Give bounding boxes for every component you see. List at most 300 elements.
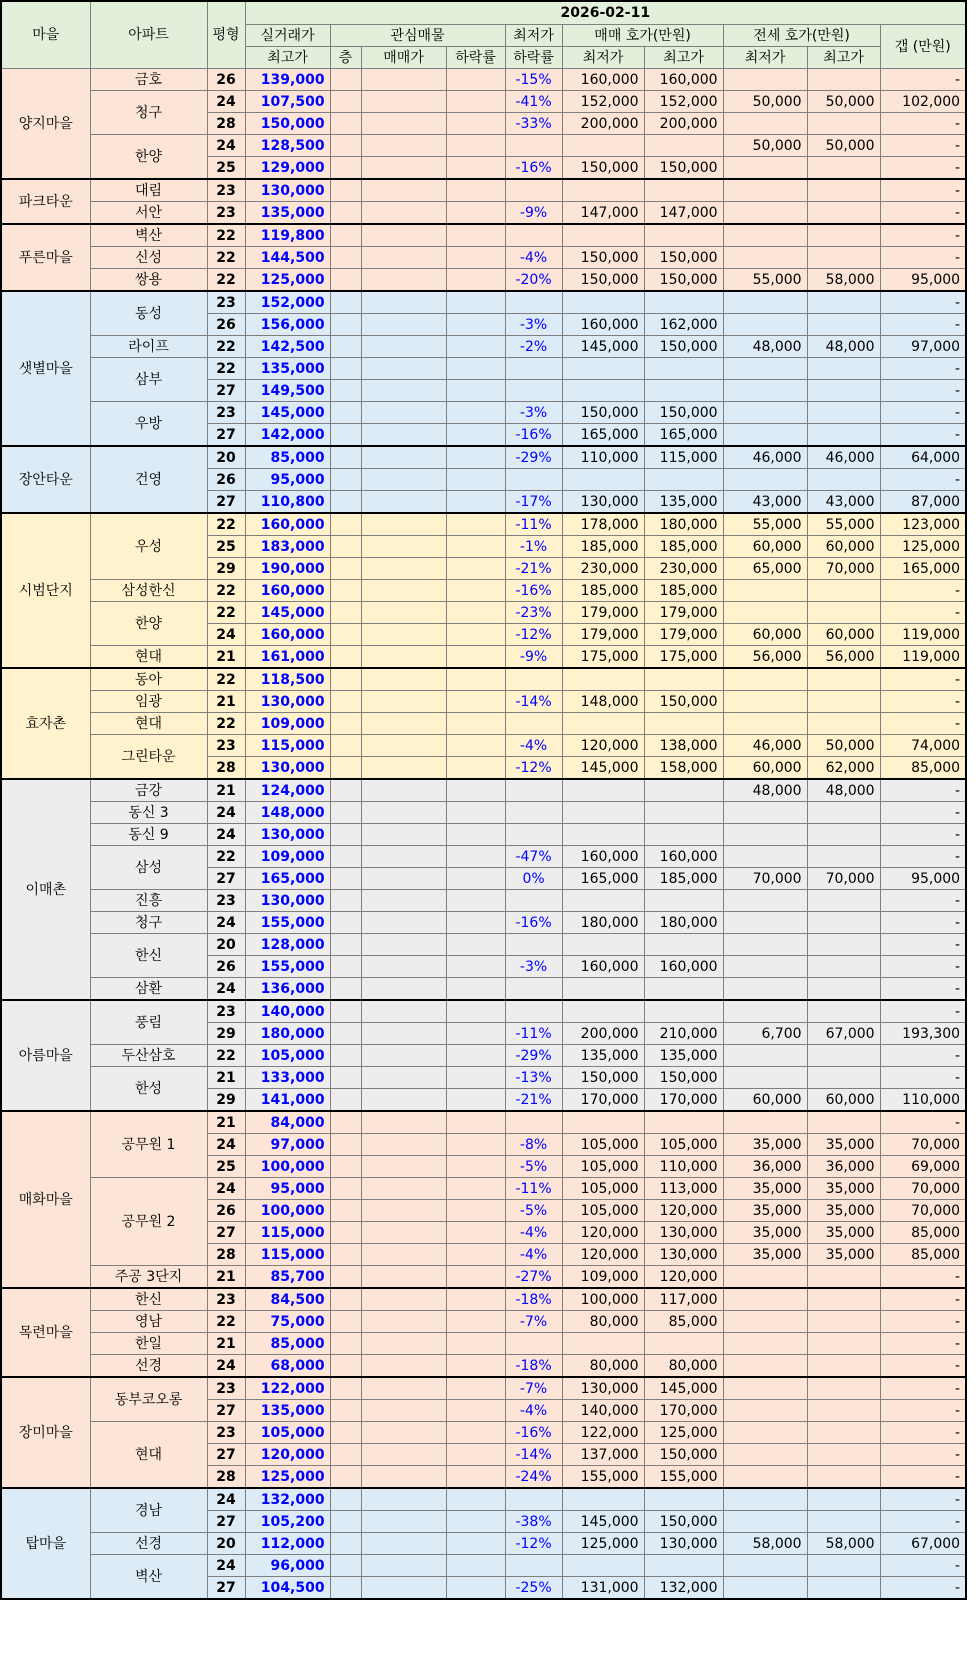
interest-price-cell [361, 1067, 446, 1089]
apartment-name: 진흥 [90, 890, 207, 912]
lowest-drop-cell: -24% [505, 1466, 562, 1489]
sale-min-cell [562, 1000, 644, 1023]
table-row [1, 135, 966, 157]
real-max-cell: 95,000 [245, 1178, 330, 1200]
table-row [1, 202, 966, 225]
interest-drop-cell [446, 1045, 505, 1067]
gap-cell: 102,000 [880, 91, 966, 113]
gap-cell: - [880, 469, 966, 491]
interest-floor-cell [330, 314, 361, 336]
table-row [1, 358, 966, 380]
interest-floor-cell [330, 1400, 361, 1422]
sale-max-cell: 117,000 [644, 1288, 723, 1311]
interest-floor-cell [330, 1266, 361, 1289]
lowest-drop-cell: -21% [505, 558, 562, 580]
jeonse-max-cell [807, 824, 880, 846]
interest-price-cell [361, 1134, 446, 1156]
jeonse-max-cell: 36,000 [807, 1156, 880, 1178]
header-interest-floor: 층 [330, 47, 361, 69]
size-cell: 24 [207, 1134, 245, 1156]
sale-max-cell: 185,000 [644, 868, 723, 890]
jeonse-min-cell: 35,000 [723, 1200, 807, 1222]
interest-price-cell [361, 380, 446, 402]
header-jeonse-quote: 전세 호가(만원) [723, 25, 880, 47]
size-cell: 27 [207, 491, 245, 514]
size-cell: 27 [207, 1511, 245, 1533]
jeonse-max-cell [807, 314, 880, 336]
size-cell: 27 [207, 1444, 245, 1466]
gap-cell: 95,000 [880, 269, 966, 292]
real-max-cell: 130,000 [245, 824, 330, 846]
interest-price-cell [361, 1222, 446, 1244]
jeonse-min-cell: 60,000 [723, 757, 807, 780]
sale-max-cell: 179,000 [644, 602, 723, 624]
jeonse-min-cell: 60,000 [723, 536, 807, 558]
size-cell: 27 [207, 1400, 245, 1422]
apartment-name: 벽산 [90, 224, 207, 247]
interest-price-cell [361, 1466, 446, 1489]
lowest-drop-cell: -13% [505, 1067, 562, 1089]
real-max-cell: 120,000 [245, 1444, 330, 1466]
sale-min-cell: 145,000 [562, 757, 644, 780]
jeonse-min-cell: 50,000 [723, 91, 807, 113]
interest-price-cell [361, 956, 446, 978]
jeonse-max-cell [807, 1067, 880, 1089]
interest-drop-cell [446, 446, 505, 469]
real-max-cell: 95,000 [245, 469, 330, 491]
interest-price-cell [361, 1311, 446, 1333]
sale-min-cell [562, 713, 644, 735]
sale-min-cell: 180,000 [562, 912, 644, 934]
gap-cell: - [880, 1488, 966, 1511]
table-row [1, 91, 966, 113]
interest-drop-cell [446, 380, 505, 402]
jeonse-max-cell [807, 668, 880, 691]
interest-price-cell [361, 1288, 446, 1311]
real-max-cell: 100,000 [245, 1200, 330, 1222]
sale-max-cell: 130,000 [644, 1533, 723, 1555]
interest-drop-cell [446, 291, 505, 314]
real-max-cell: 160,000 [245, 580, 330, 602]
size-cell: 20 [207, 934, 245, 956]
real-max-cell: 190,000 [245, 558, 330, 580]
table-row [1, 824, 966, 846]
table-row [1, 1355, 966, 1378]
interest-floor-cell [330, 113, 361, 135]
sale-max-cell: 152,000 [644, 91, 723, 113]
table-row [1, 1067, 966, 1089]
interest-drop-cell [446, 1422, 505, 1444]
jeonse-max-cell [807, 890, 880, 912]
jeonse-min-cell: 6,700 [723, 1023, 807, 1045]
real-max-cell: 155,000 [245, 956, 330, 978]
jeonse-min-cell: 46,000 [723, 735, 807, 757]
real-max-cell: 105,000 [245, 1045, 330, 1067]
real-max-cell: 109,000 [245, 846, 330, 868]
interest-floor-cell [330, 691, 361, 713]
apartment-name: 한양 [90, 602, 207, 646]
real-max-cell: 140,000 [245, 1000, 330, 1023]
apartment-name: 공무원 2 [90, 1178, 207, 1266]
header-lowest-drop-1: 최저가 [505, 25, 562, 47]
sale-max-cell: 150,000 [644, 1444, 723, 1466]
size-cell: 26 [207, 69, 245, 91]
interest-floor-cell [330, 1045, 361, 1067]
interest-drop-cell [446, 1156, 505, 1178]
sale-min-cell: 165,000 [562, 424, 644, 447]
apartment-name: 한일 [90, 1333, 207, 1355]
interest-floor-cell [330, 1555, 361, 1577]
header-date: 2026-02-11 [245, 1, 966, 25]
size-cell: 29 [207, 1023, 245, 1045]
lowest-drop-cell [505, 934, 562, 956]
gap-cell: 193,300 [880, 1023, 966, 1045]
sale-min-cell: 160,000 [562, 69, 644, 91]
interest-drop-cell [446, 1555, 505, 1577]
real-max-cell: 97,000 [245, 1134, 330, 1156]
apartment-name: 동아 [90, 668, 207, 691]
real-max-cell: 144,500 [245, 247, 330, 269]
apartment-name: 청구 [90, 912, 207, 934]
interest-drop-cell [446, 890, 505, 912]
jeonse-min-cell [723, 934, 807, 956]
interest-price-cell [361, 912, 446, 934]
header-size: 평형 [207, 1, 245, 69]
apartment-name: 삼성한신 [90, 580, 207, 602]
gap-cell: - [880, 402, 966, 424]
jeonse-min-cell [723, 1000, 807, 1023]
interest-floor-cell [330, 1333, 361, 1355]
interest-price-cell [361, 646, 446, 669]
interest-floor-cell [330, 157, 361, 180]
interest-drop-cell [446, 912, 505, 934]
apartment-name: 현대 [90, 713, 207, 735]
sale-max-cell: 150,000 [644, 691, 723, 713]
jeonse-max-cell [807, 1444, 880, 1466]
sale-max-cell: 155,000 [644, 1466, 723, 1489]
sale-max-cell: 160,000 [644, 846, 723, 868]
sale-min-cell: 165,000 [562, 868, 644, 890]
size-cell: 22 [207, 713, 245, 735]
sale-min-cell: 175,000 [562, 646, 644, 669]
jeonse-max-cell [807, 846, 880, 868]
sale-min-cell [562, 668, 644, 691]
sale-min-cell [562, 978, 644, 1001]
header-apartment: 아파트 [90, 1, 207, 69]
interest-floor-cell [330, 713, 361, 735]
size-cell: 25 [207, 157, 245, 180]
gap-cell: - [880, 424, 966, 447]
sale-max-cell: 150,000 [644, 247, 723, 269]
size-cell: 25 [207, 536, 245, 558]
gap-cell: - [880, 824, 966, 846]
interest-price-cell [361, 202, 446, 225]
sale-min-cell: 131,000 [562, 1577, 644, 1600]
header-gap: 갭 (만원) [880, 25, 966, 69]
lowest-drop-cell: -14% [505, 691, 562, 713]
jeonse-max-cell: 43,000 [807, 491, 880, 514]
sale-max-cell: 135,000 [644, 491, 723, 514]
size-cell: 24 [207, 624, 245, 646]
sale-min-cell [562, 779, 644, 802]
apartment-name: 주공 3단지 [90, 1266, 207, 1289]
interest-drop-cell [446, 491, 505, 514]
jeonse-max-cell [807, 291, 880, 314]
interest-floor-cell [330, 1488, 361, 1511]
size-cell: 22 [207, 1045, 245, 1067]
sale-max-cell [644, 1488, 723, 1511]
jeonse-max-cell [807, 978, 880, 1001]
village-name: 푸른마을 [1, 224, 90, 291]
table-row [1, 1266, 966, 1289]
jeonse-max-cell [807, 1111, 880, 1134]
jeonse-max-cell: 48,000 [807, 779, 880, 802]
jeonse-min-cell [723, 402, 807, 424]
real-max-cell: 152,000 [245, 291, 330, 314]
jeonse-max-cell [807, 1288, 880, 1311]
gap-cell: - [880, 978, 966, 1001]
interest-floor-cell [330, 536, 361, 558]
gap-cell: 85,000 [880, 757, 966, 780]
gap-cell: 70,000 [880, 1200, 966, 1222]
sale-max-cell: 125,000 [644, 1422, 723, 1444]
gap-cell: 64,000 [880, 446, 966, 469]
table-row [1, 978, 966, 1001]
interest-drop-cell [446, 314, 505, 336]
table-body [1, 69, 966, 1600]
gap-cell: - [880, 1045, 966, 1067]
sale-min-cell: 120,000 [562, 1222, 644, 1244]
sale-max-cell: 150,000 [644, 402, 723, 424]
jeonse-max-cell [807, 1511, 880, 1533]
sale-min-cell: 150,000 [562, 247, 644, 269]
gap-cell: - [880, 1355, 966, 1378]
interest-price-cell [361, 691, 446, 713]
jeonse-max-cell [807, 1045, 880, 1067]
sale-max-cell [644, 135, 723, 157]
sale-max-cell: 150,000 [644, 1511, 723, 1533]
lowest-drop-cell [505, 1000, 562, 1023]
sale-max-cell [644, 1000, 723, 1023]
sale-min-cell [562, 1488, 644, 1511]
interest-drop-cell [446, 1355, 505, 1378]
jeonse-min-cell [723, 956, 807, 978]
apartment-name: 임광 [90, 691, 207, 713]
interest-floor-cell [330, 558, 361, 580]
lowest-drop-cell: -4% [505, 735, 562, 757]
interest-drop-cell [446, 1444, 505, 1466]
real-max-cell: 130,000 [245, 691, 330, 713]
interest-price-cell [361, 668, 446, 691]
sale-min-cell: 130,000 [562, 1377, 644, 1400]
interest-floor-cell [330, 291, 361, 314]
size-cell: 22 [207, 602, 245, 624]
apartment-name: 삼환 [90, 978, 207, 1001]
sale-max-cell: 147,000 [644, 202, 723, 225]
jeonse-min-cell: 48,000 [723, 779, 807, 802]
header-jeonse-max: 최고가 [807, 47, 880, 69]
sale-max-cell: 80,000 [644, 1355, 723, 1378]
jeonse-max-cell: 60,000 [807, 624, 880, 646]
jeonse-min-cell [723, 113, 807, 135]
sale-max-cell [644, 802, 723, 824]
real-max-cell: 115,000 [245, 1244, 330, 1266]
jeonse-max-cell [807, 580, 880, 602]
interest-price-cell [361, 1488, 446, 1511]
table-row [1, 1000, 966, 1023]
sale-min-cell: 155,000 [562, 1466, 644, 1489]
apartment-name: 동부코오롱 [90, 1377, 207, 1422]
apartment-name: 한신 [90, 1288, 207, 1311]
gap-cell: - [880, 580, 966, 602]
interest-drop-cell [446, 202, 505, 225]
jeonse-max-cell [807, 380, 880, 402]
real-max-cell: 75,000 [245, 1311, 330, 1333]
village-name: 탑마을 [1, 1488, 90, 1599]
apartment-name: 그린타운 [90, 735, 207, 780]
interest-floor-cell [330, 956, 361, 978]
size-cell: 21 [207, 646, 245, 669]
lowest-drop-cell: -16% [505, 157, 562, 180]
interest-price-cell [361, 113, 446, 135]
lowest-drop-cell [505, 713, 562, 735]
interest-floor-cell [330, 1244, 361, 1266]
sale-max-cell [644, 224, 723, 247]
lowest-drop-cell [505, 358, 562, 380]
real-max-cell: 135,000 [245, 1400, 330, 1422]
gap-cell: 110,000 [880, 1089, 966, 1112]
real-max-cell: 160,000 [245, 624, 330, 646]
jeonse-min-cell: 65,000 [723, 558, 807, 580]
lowest-drop-cell: -18% [505, 1288, 562, 1311]
lowest-drop-cell: -9% [505, 646, 562, 669]
jeonse-max-cell: 60,000 [807, 1089, 880, 1112]
jeonse-min-cell: 50,000 [723, 135, 807, 157]
header-real-max-2: 최고가 [245, 47, 330, 69]
size-cell: 24 [207, 802, 245, 824]
size-cell: 24 [207, 91, 245, 113]
real-max-cell: 100,000 [245, 1156, 330, 1178]
village-name: 파크타운 [1, 179, 90, 224]
gap-cell: - [880, 602, 966, 624]
real-max-cell: 148,000 [245, 802, 330, 824]
real-max-cell: 155,000 [245, 912, 330, 934]
jeonse-min-cell [723, 1422, 807, 1444]
jeonse-max-cell [807, 1355, 880, 1378]
real-max-cell: 135,000 [245, 202, 330, 225]
village-name: 매화마을 [1, 1111, 90, 1288]
jeonse-max-cell [807, 1488, 880, 1511]
sale-max-cell [644, 380, 723, 402]
lowest-drop-cell: -33% [505, 113, 562, 135]
jeonse-min-cell [723, 978, 807, 1001]
interest-floor-cell [330, 446, 361, 469]
jeonse-min-cell: 35,000 [723, 1222, 807, 1244]
jeonse-min-cell [723, 1067, 807, 1089]
table-row [1, 402, 966, 424]
sale-max-cell: 120,000 [644, 1200, 723, 1222]
jeonse-max-cell [807, 1311, 880, 1333]
interest-price-cell [361, 336, 446, 358]
interest-price-cell [361, 779, 446, 802]
interest-price-cell [361, 358, 446, 380]
apartment-name: 동신 9 [90, 824, 207, 846]
sale-max-cell [644, 179, 723, 202]
gap-cell: - [880, 890, 966, 912]
interest-price-cell [361, 1444, 446, 1466]
gap-cell: 85,000 [880, 1222, 966, 1244]
table-row [1, 779, 966, 802]
interest-drop-cell [446, 1023, 505, 1045]
real-max-cell: 84,000 [245, 1111, 330, 1134]
interest-drop-cell [446, 1222, 505, 1244]
jeonse-min-cell [723, 179, 807, 202]
interest-drop-cell [446, 978, 505, 1001]
sale-min-cell [562, 1555, 644, 1577]
table-row [1, 713, 966, 735]
jeonse-max-cell: 50,000 [807, 91, 880, 113]
lowest-drop-cell: -27% [505, 1266, 562, 1289]
jeonse-max-cell: 46,000 [807, 446, 880, 469]
jeonse-min-cell [723, 1355, 807, 1378]
real-max-cell: 130,000 [245, 179, 330, 202]
apartment-name: 두산삼호 [90, 1045, 207, 1067]
apartment-name: 경남 [90, 1488, 207, 1533]
lowest-drop-cell: -25% [505, 1577, 562, 1600]
interest-floor-cell [330, 69, 361, 91]
size-cell: 26 [207, 956, 245, 978]
jeonse-min-cell [723, 291, 807, 314]
jeonse-max-cell [807, 602, 880, 624]
interest-floor-cell [330, 1111, 361, 1134]
sale-min-cell: 130,000 [562, 491, 644, 514]
interest-price-cell [361, 558, 446, 580]
sale-min-cell: 179,000 [562, 624, 644, 646]
header-interest-drop: 하락률 [446, 47, 505, 69]
table-row [1, 1422, 966, 1444]
interest-floor-cell [330, 646, 361, 669]
sale-max-cell [644, 358, 723, 380]
interest-price-cell [361, 868, 446, 890]
interest-floor-cell [330, 247, 361, 269]
table-row [1, 846, 966, 868]
interest-price-cell [361, 1333, 446, 1355]
lowest-drop-cell: -23% [505, 602, 562, 624]
jeonse-min-cell [723, 846, 807, 868]
lowest-drop-cell: -14% [505, 1444, 562, 1466]
apartment-name: 청구 [90, 91, 207, 135]
interest-price-cell [361, 757, 446, 780]
apartment-name: 신성 [90, 247, 207, 269]
apartment-name: 금호 [90, 69, 207, 91]
apartment-name: 서안 [90, 202, 207, 225]
lowest-drop-cell: -16% [505, 580, 562, 602]
sale-min-cell: 160,000 [562, 956, 644, 978]
real-max-cell: 128,000 [245, 934, 330, 956]
size-cell: 22 [207, 224, 245, 247]
table-row [1, 179, 966, 202]
real-max-cell: 135,000 [245, 358, 330, 380]
table-row [1, 224, 966, 247]
gap-cell: - [880, 1466, 966, 1489]
interest-price-cell [361, 424, 446, 447]
interest-drop-cell [446, 1333, 505, 1355]
apartment-name: 동성 [90, 291, 207, 336]
interest-floor-cell [330, 1311, 361, 1333]
interest-floor-cell [330, 890, 361, 912]
table-row [1, 247, 966, 269]
real-max-cell: 110,800 [245, 491, 330, 514]
